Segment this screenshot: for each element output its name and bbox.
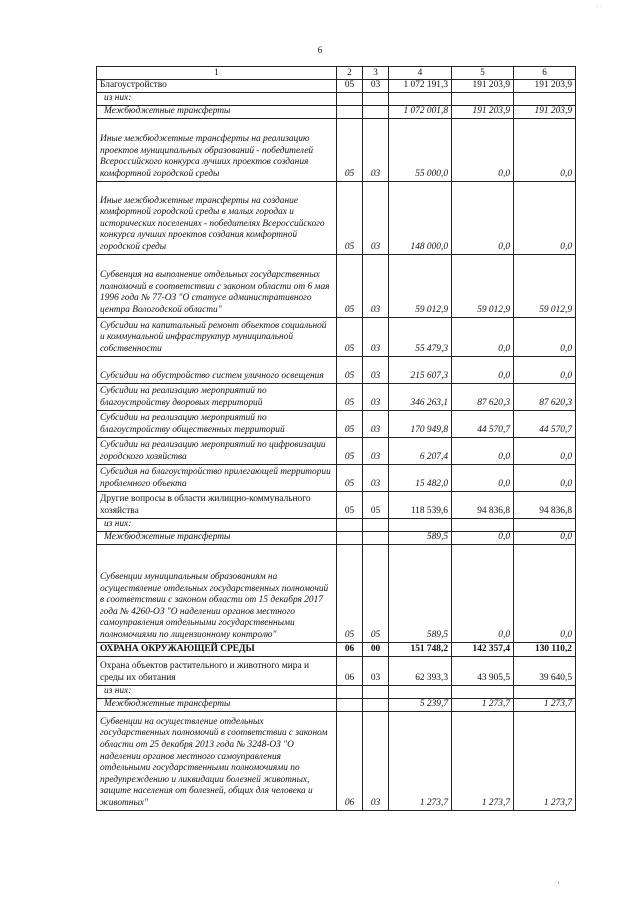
row-section-code: 06	[337, 656, 363, 685]
table-row	[97, 410, 576, 437]
table-row	[97, 698, 576, 711]
table-row	[97, 181, 576, 254]
row-subsection-code	[363, 92, 389, 105]
row-value-col6: 1 273,7	[514, 711, 576, 810]
row-section-code	[337, 698, 363, 711]
row-subsection-code	[363, 105, 389, 118]
header-col-6: 6	[514, 67, 576, 80]
row-name: Субсидия на благоустройство прилегающей территории проблемного объекта	[97, 464, 337, 491]
page-number: 6	[317, 45, 323, 55]
row-subsection-code: 03	[363, 656, 389, 685]
row-value-col6: 0,0	[514, 356, 576, 383]
row-value-col5: 0,0	[452, 437, 514, 464]
row-section-code: 05	[337, 317, 363, 356]
row-section-code: 05	[337, 356, 363, 383]
row-value-col6: 44 570,7	[514, 410, 576, 437]
row-value-col6: 1 273,7	[514, 698, 576, 711]
row-subsection-code: 05	[363, 544, 389, 642]
row-value-col5: 0,0	[452, 181, 514, 254]
row-subsection-code: 03	[363, 317, 389, 356]
row-value-col6: 39 640,5	[514, 656, 576, 685]
table-row	[97, 79, 576, 92]
row-value-col5: 94 836,8	[452, 491, 514, 518]
row-value-col4	[389, 92, 452, 105]
row-value-col5	[452, 92, 514, 105]
header-col-3: 3	[363, 67, 389, 80]
row-subsection-code: 03	[363, 181, 389, 254]
row-section-code: 05	[337, 437, 363, 464]
row-value-col6	[514, 518, 576, 531]
row-value-col5	[452, 518, 514, 531]
row-value-col6	[514, 92, 576, 105]
row-name: Субвенция на выполнение отдельных государственных полномочий в соответствии с законом области от 6 мая 1996 года № 77-ОЗ "О статусе административного центра Вологодской области"	[97, 254, 337, 317]
table-row	[97, 711, 576, 810]
row-value-col6: 0,0	[514, 544, 576, 642]
table-row	[97, 383, 576, 410]
row-name: Межбюджетные трансферты	[97, 105, 337, 118]
row-value-col6: 0,0	[514, 437, 576, 464]
row-value-col5: 1 273,7	[452, 698, 514, 711]
row-subsection-code: 05	[363, 491, 389, 518]
row-name: Субвенции на осуществление отдельных государственных полномочий в соответствии с законом области от 25 декабря 2013 года № 3248-ОЗ "О наделении органов местного самоуправления отдельными государственными полномочиями по предупреждению и ликвидации болезней животных, защите населения от болезней, общих для человека и животных"	[97, 711, 337, 810]
row-value-col5: 0,0	[452, 544, 514, 642]
row-section-code: 05	[337, 254, 363, 317]
table-row	[97, 105, 576, 118]
table-row	[97, 491, 576, 518]
row-value-col4: 5 239,7	[389, 698, 452, 711]
row-section-code: 05	[337, 181, 363, 254]
row-name: Охрана объектов растительного и животного мира и среды их обитания	[97, 656, 337, 685]
header-col-1: 1	[97, 67, 337, 80]
row-value-col4	[389, 518, 452, 531]
table-row	[97, 254, 576, 317]
table-row	[97, 118, 576, 181]
row-value-col4: 6 207,4	[389, 437, 452, 464]
margin-mark-top: · ·	[596, 4, 602, 10]
row-section-code	[337, 685, 363, 698]
table-row	[97, 356, 576, 383]
row-value-col4: 170 949,8	[389, 410, 452, 437]
row-section-code: 05	[337, 491, 363, 518]
row-value-col4: 589,5	[389, 531, 452, 544]
row-value-col6: 0,0	[514, 118, 576, 181]
row-value-col5	[452, 685, 514, 698]
row-value-col4	[389, 685, 452, 698]
row-name: из них:	[97, 685, 337, 698]
row-value-col4: 118 539,6	[389, 491, 452, 518]
row-name: ОХРАНА ОКРУЖАЮЩЕЙ СРЕДЫ	[97, 642, 337, 656]
row-name: Благоустройство	[97, 79, 337, 92]
row-name: Субсидии на капитальный ремонт объектов социальной и коммунальной инфраструктур муниципальной собственности	[97, 317, 337, 356]
row-value-col6: 0,0	[514, 531, 576, 544]
row-value-col4: 151 748,2	[389, 642, 452, 656]
row-section-code: 06	[337, 711, 363, 810]
row-subsection-code: 03	[363, 79, 389, 92]
row-value-col5: 87 620,3	[452, 383, 514, 410]
row-value-col6: 0,0	[514, 181, 576, 254]
header-col-5: 5	[452, 67, 514, 80]
row-name: Межбюджетные трансферты	[97, 531, 337, 544]
row-subsection-code	[363, 685, 389, 698]
table-row	[97, 518, 576, 531]
row-subsection-code: 03	[363, 383, 389, 410]
row-name: Субсидии на реализацию мероприятий по благоустройству дворовых территорий	[97, 383, 337, 410]
row-value-col5: 59 012,9	[452, 254, 514, 317]
margin-mark-bottom: · ı	[554, 880, 560, 886]
row-subsection-code: 03	[363, 254, 389, 317]
row-subsection-code: 03	[363, 356, 389, 383]
row-name: Иные межбюджетные трансферты на создание комфортной городской среды в малых городах и исторических поселениях - победителях Всероссийского конкурса лучших проектов создания комфортной городской среды	[97, 181, 337, 254]
row-value-col5: 0,0	[452, 118, 514, 181]
header-col-2: 2	[337, 67, 363, 80]
row-name: Субсидии на реализацию мероприятий по цифровизации городского хозяйства	[97, 437, 337, 464]
row-value-col6: 191 203,9	[514, 105, 576, 118]
row-section-code: 05	[337, 383, 363, 410]
row-section-code: 06	[337, 642, 363, 656]
row-section-code	[337, 105, 363, 118]
table-row	[97, 317, 576, 356]
table-row	[97, 685, 576, 698]
row-section-code: 05	[337, 79, 363, 92]
row-subsection-code: 03	[363, 711, 389, 810]
table-row	[97, 544, 576, 642]
row-name: из них:	[97, 92, 337, 105]
row-value-col4: 55 000,0	[389, 118, 452, 181]
row-value-col6: 94 836,8	[514, 491, 576, 518]
budget-table	[96, 66, 576, 811]
row-name: Субвенции муниципальным образованиям на осуществление отдельных государственных полномочий в соответствии с законом области от 15 декабря 2017 года № 4260-ОЗ "О наделении органов местного самоуправления отдельными государственными полномочиями по лицензионному контролю"	[97, 544, 337, 642]
row-value-col4: 148 000,0	[389, 181, 452, 254]
row-value-col6	[514, 685, 576, 698]
row-subsection-code	[363, 698, 389, 711]
row-section-code: 05	[337, 544, 363, 642]
row-section-code	[337, 531, 363, 544]
row-value-col5: 0,0	[452, 464, 514, 491]
row-subsection-code: 03	[363, 464, 389, 491]
row-value-col4: 589,5	[389, 544, 452, 642]
row-value-col4: 1 072 191,3	[389, 79, 452, 92]
row-value-col5: 1 273,7	[452, 711, 514, 810]
row-section-code	[337, 92, 363, 105]
table-header-row	[97, 67, 576, 80]
table-row	[97, 642, 576, 656]
row-value-col5: 0,0	[452, 356, 514, 383]
row-value-col5: 191 203,9	[452, 79, 514, 92]
row-subsection-code: 00	[363, 642, 389, 656]
row-subsection-code: 03	[363, 410, 389, 437]
row-subsection-code	[363, 531, 389, 544]
row-value-col4: 55 479,3	[389, 317, 452, 356]
table-row	[97, 531, 576, 544]
row-value-col4: 15 482,0	[389, 464, 452, 491]
row-section-code	[337, 518, 363, 531]
row-name: Другие вопросы в области жилищно-коммунального хозяйства	[97, 491, 337, 518]
row-section-code: 05	[337, 118, 363, 181]
row-name: Субсидии на реализацию мероприятий по благоустройству общественных территорий	[97, 410, 337, 437]
table-row	[97, 656, 576, 685]
table-row	[97, 92, 576, 105]
row-value-col5: 44 570,7	[452, 410, 514, 437]
row-value-col6: 130 110,2	[514, 642, 576, 656]
row-value-col6: 0,0	[514, 317, 576, 356]
row-value-col4: 1 273,7	[389, 711, 452, 810]
row-value-col4: 1 072 001,8	[389, 105, 452, 118]
row-name: Иные межбюджетные трансферты на реализацию проектов муниципальных образований - победителей Всероссийского конкурса лучших проектов создания комфортной городской среды	[97, 118, 337, 181]
row-value-col5: 0,0	[452, 531, 514, 544]
row-name: из них:	[97, 518, 337, 531]
row-value-col5: 191 203,9	[452, 105, 514, 118]
row-subsection-code	[363, 518, 389, 531]
row-value-col6: 0,0	[514, 464, 576, 491]
row-subsection-code: 03	[363, 437, 389, 464]
header-col-4: 4	[389, 67, 452, 80]
row-value-col6: 59 012,9	[514, 254, 576, 317]
row-value-col5: 142 357,4	[452, 642, 514, 656]
row-value-col6: 87 620,3	[514, 383, 576, 410]
row-value-col6: 191 203,9	[514, 79, 576, 92]
row-section-code: 05	[337, 410, 363, 437]
row-subsection-code: 03	[363, 118, 389, 181]
row-value-col4: 62 393,3	[389, 656, 452, 685]
row-name: Межбюджетные трансферты	[97, 698, 337, 711]
row-value-col5: 43 905,5	[452, 656, 514, 685]
row-value-col4: 215 607,3	[389, 356, 452, 383]
row-value-col5: 0,0	[452, 317, 514, 356]
table-row	[97, 464, 576, 491]
row-section-code: 05	[337, 464, 363, 491]
row-value-col4: 59 012,9	[389, 254, 452, 317]
row-value-col4: 346 263,1	[389, 383, 452, 410]
row-name: Субсидии на обустройство систем уличного освещения	[97, 356, 337, 383]
table-row	[97, 437, 576, 464]
